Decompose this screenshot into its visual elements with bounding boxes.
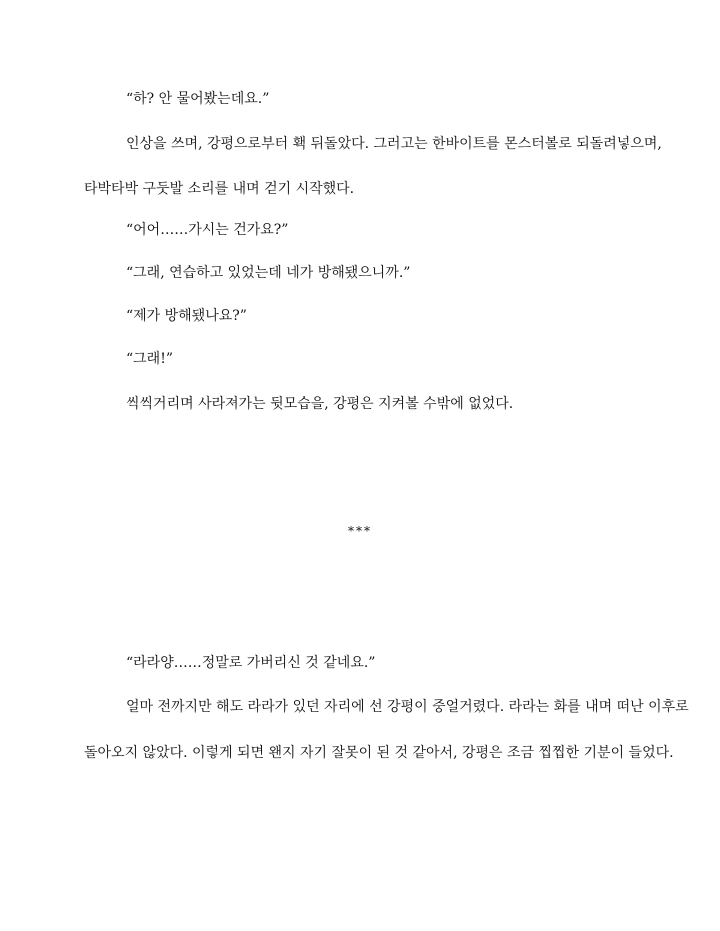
- dialogue-line: “제가 방해됐나요?”: [126, 308, 247, 324]
- paragraph-line: 타박타박 구둣발 소리를 내며 걷기 시작했다.: [84, 181, 355, 197]
- paragraph-line: 인상을 쓰며, 강평으로부터 홱 뒤돌았다. 그러고는 한바이트를 몬스터볼로 되돌려넣으며,: [126, 136, 662, 152]
- dialogue-line: “라라양……정말로 가버리신 것 같네요.”: [126, 655, 376, 671]
- dialogue-line: “어어……가시는 건가요?”: [126, 222, 289, 238]
- paragraph-line: 씩씩거리며 사라져가는 뒷모습을, 강평은 지켜볼 수밖에 없었다.: [126, 396, 514, 412]
- dialogue-line: “그래!”: [126, 351, 173, 367]
- dialogue-line: “그래, 연습하고 있었는데 네가 방해됐으니까.”: [126, 265, 411, 281]
- dialogue-line: “하? 안 물어봤는데요.”: [126, 91, 270, 107]
- paragraph-line: 얼마 전까지만 해도 라라가 있던 자리에 선 강평이 중얼거렸다. 라라는 화를 내며 떠난 이후로: [126, 699, 689, 715]
- scene-separator: ***: [348, 524, 372, 538]
- paragraph-line: 돌아오지 않았다. 이렇게 되면 왠지 자기 잘못이 된 것 같아서, 강평은 조금 찝찝한 기분이 들었다.: [84, 745, 674, 761]
